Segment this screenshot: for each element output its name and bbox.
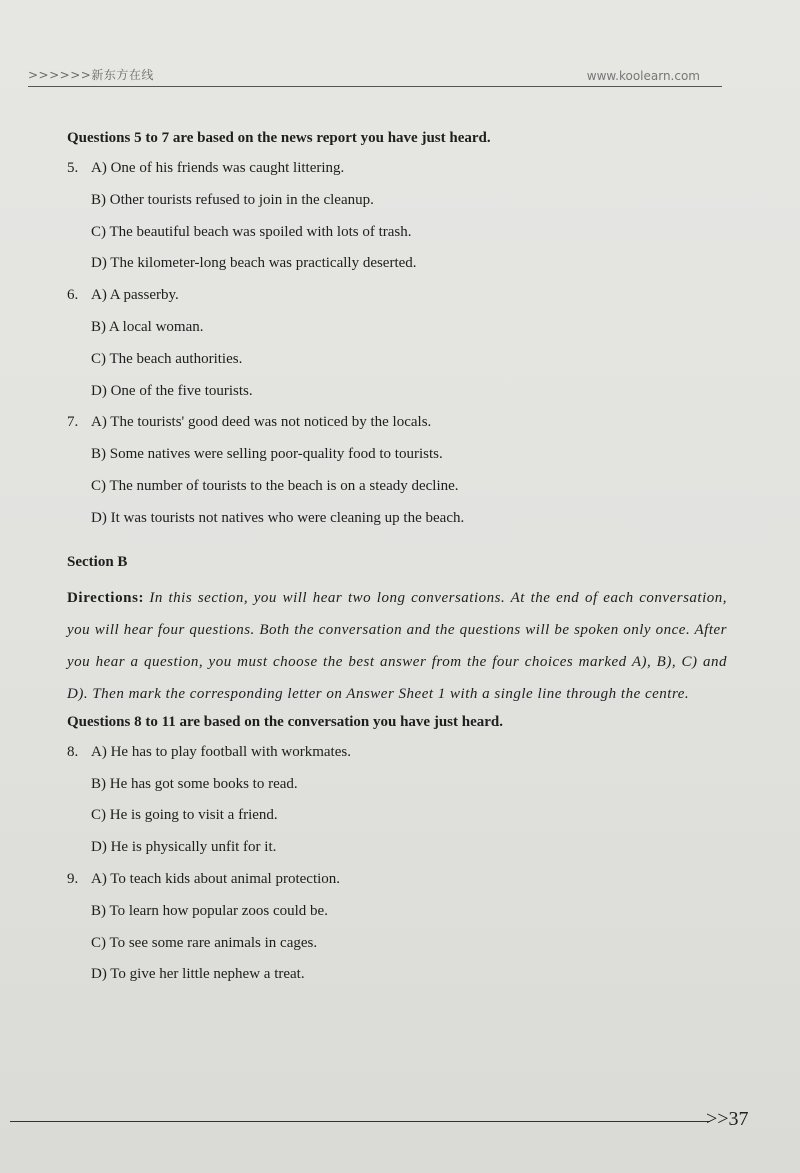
question-number: 8. [67, 743, 79, 760]
question-8 [67, 742, 727, 857]
option-a: A) A passerby. [91, 287, 179, 304]
question-number: 9. [67, 870, 79, 887]
option-row [67, 742, 727, 762]
question-number: 6. [67, 287, 79, 304]
question-5 [67, 158, 727, 273]
question-group-heading: Questions 8 to 11 are based on the conversation you have just heard. [67, 713, 503, 730]
option-row [67, 285, 727, 305]
directions [67, 582, 727, 710]
option-b: B) Other tourists refused to join in the cleanup. [91, 191, 374, 208]
option-row [67, 869, 727, 889]
option-a: A) To teach kids about animal protection. [91, 870, 341, 887]
option-b: B) Some natives were selling poor-quality food to tourists. [91, 446, 443, 463]
option-d: D) One of the five tourists. [91, 382, 253, 399]
header-brand: >>>>>>新东方在线 [28, 68, 154, 82]
option-d: D) To give her little nephew a treat. [91, 966, 305, 983]
option-a: A) One of his friends was caught littering. [91, 160, 345, 176]
option-a: A) He has to play football with workmates. [91, 743, 351, 760]
question-number: 7. [67, 414, 79, 431]
option-c: C) The number of tourists to the beach is on a steady decline. [91, 477, 459, 494]
footer-divider [10, 1121, 710, 1122]
option-b: B) He has got some books to read. [91, 775, 298, 792]
header-divider [28, 86, 722, 87]
directions-label: Directions: [67, 589, 145, 606]
page-number: >>37 [706, 1108, 749, 1130]
section-title: Section B [67, 553, 128, 570]
option-c: C) He is going to visit a friend. [91, 807, 278, 824]
question-7 [67, 412, 727, 527]
option-d: D) He is physically unfit for it. [91, 839, 277, 856]
directions-text: In this section, you will hear two long conversations. At the end of each conversation, you will hear four questions. Both the conversation and the questions will be spoken only once. After you hear a question, you must choose the best answer from the four choices marked A), B), C) and D). Then mark the corresponding letter on Answer Sheet 1 with a single line through the centre. [67, 589, 728, 702]
option-row [67, 158, 727, 178]
option-d: D) It was tourists not natives who were cleaning up the beach. [91, 509, 465, 526]
option-c: C) The beach authorities. [91, 350, 243, 367]
header-website: www.koolearn.com [586, 69, 700, 83]
option-row [67, 412, 727, 432]
option-d: D) The kilometer-long beach was practically deserted. [91, 255, 417, 272]
page-content [67, 128, 727, 996]
option-b: B) To learn how popular zoos could be. [91, 902, 328, 919]
question-number: 5. [67, 160, 79, 176]
option-c: C) The beautiful beach was spoiled with lots of trash. [91, 223, 412, 240]
option-c: C) To see some rare animals in cages. [91, 934, 318, 951]
question-group-heading: Questions 5 to 7 are based on the news report you have just heard. [67, 130, 491, 146]
question-6 [67, 285, 727, 400]
question-9 [67, 869, 727, 984]
option-a: A) The tourists' good deed was not noticed by the locals. [91, 414, 432, 431]
option-b: B) A local woman. [91, 318, 204, 335]
